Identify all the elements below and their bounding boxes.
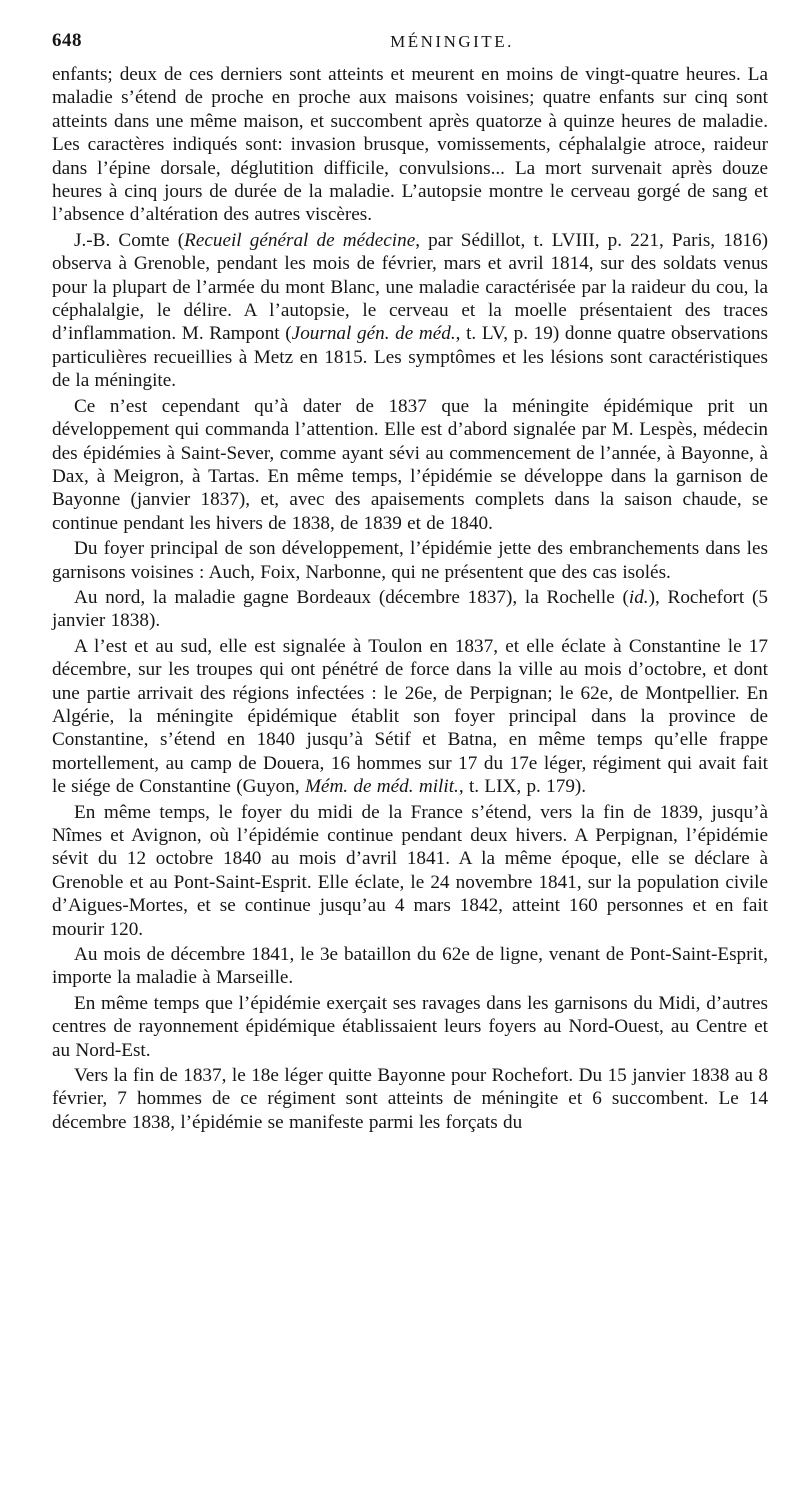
paragraph	[52, 63, 768, 227]
text-run: En même temps, le foyer du midi de la France s’étend, vers la fin de 1839, jusqu’à Nîmes et Avignon, où l’épidémie continue pendant deux hivers. A Perpignan, l’épidémie sévit du 12 octobre 1840 au mois d’avril 1841. A la même époque, elle se déclare à Grenoble et au Pont-Saint-Esprit. Elle éclate, le 24 novembre 1841, sur la population civile d’Aigues-Mortes, et se continue jusqu’au 4 mars 1842, atteint 160 personnes et en fait mourir 120.	[52, 801, 768, 940]
paragraph	[52, 801, 768, 941]
italic-citation: Mém. de méd. milit.	[304, 776, 459, 798]
text-run: Au nord, la maladie gagne Bordeaux (décembre 1837), la Rochelle (	[74, 586, 629, 608]
text-run: Vers la fin de 1837, le 18e léger quitte Bayonne pour Rochefort. Du 15 janvier 1838 au 8 février, 7 hommes de ce régiment sont atteints de méningite et 6 succombent. Le 14 décembre 1838, l’épidémie se manifeste parmi les forçats du	[52, 1065, 768, 1133]
body-text	[52, 63, 768, 1134]
paragraph	[52, 537, 768, 584]
text-run: , t. LIX, p. 179).	[458, 776, 587, 798]
text-run: , t. LV, p. 19) donne quatre observations particulières recueillies à Metz en 1815. Les symptômes et les lésions sont caractéristiques de la méningite.	[52, 323, 768, 392]
paragraph	[52, 395, 768, 535]
italic-citation: Recueil général de médecine	[184, 229, 416, 251]
text-run: enfants; deux de ces derniers sont atteints et meurent en moins de vingt-quatre heures. La maladie s’étend de proche en proche aux maisons voisines; quatre enfants sur cinq sont atteints dans une même maison, et succombent après quatorze à quinze heures de maladie. Les caractères indiqués sont: invasion brusque, vomissements, céphalalgie atroce, raideur dans l’épine dorsale, déglutition difficile, convulsions... La mort survenait après douze heures à cinq jours de durée de la maladie. L’autopsie montre le cerveau gorgé de sang et l’absence d’altération des autres viscères.	[52, 64, 768, 226]
text-run: , par Sédillot, t. LVIII, p. 221, Paris, 1816) observa à Grenoble, pendant les mois de février, mars et avril 1814, sur des soldats venus pour la plupart de l’armée du mont Blanc, une maladie caractérisée par la raideur du cou, la céphalalgie, le délire. A l’autopsie, le cerveau et la moelle présentaient des traces d’inflammation. M. Rampont (	[52, 229, 768, 345]
running-title: MÉNINGITE.	[390, 32, 514, 51]
paragraph	[52, 1064, 768, 1134]
text-run: ), Rochefort (5 janvier 1838).	[52, 586, 768, 632]
paragraph	[52, 635, 768, 799]
paragraph	[52, 992, 768, 1062]
paragraph	[52, 943, 768, 990]
text-run: En même temps que l’épidémie exerçait ses ravages dans les garnisons du Midi, d’autres centres de rayonnement épidémique établissaient leurs foyers au Nord-Ouest, au Centre et au Nord-Est.	[52, 992, 768, 1061]
text-run: Du foyer principal de son développement, l’épidémie jette des embranchements dans les garnisons voisines : Auch, Foix, Narbonne, qui ne présentent que des cas isolés.	[52, 538, 768, 583]
paragraph	[52, 586, 768, 633]
italic-citation: Journal gén. de méd.	[291, 323, 456, 345]
text-run: Au mois de décembre 1841, le 3e bataillon du 62e de ligne, venant de Pont-Saint-Esprit, importe la maladie à Marseille.	[52, 944, 768, 989]
page-number: 648	[52, 30, 82, 51]
text-run: J.-B. Comte (	[74, 229, 185, 251]
paragraph	[52, 229, 768, 393]
text-run: Ce n’est cependant qu’à dater de 1837 que la méningite épidémique prit un développement qui commanda l’attention. Elle est d’abord signalée par M. Lespès, médecin des épidémies à Saint-Sever, comme ayant sévi au commencement de l’année, à Bayonne, à Dax, à Meigron, à Tartas. En même temps, l’épidémie se développe dans la garnison de Bayonne (janvier 1837), et, avec des apaisements complets dans la saison chaude, se continue pendant les hivers de 1838, de 1839 et de 1840.	[52, 395, 768, 534]
text-run: A l’est et au sud, elle est signalée à Toulon en 1837, et elle éclate à Constantine le 17 décembre, sur les troupes qui ont pénétré de force dans la ville au mois d’octobre, et dont une partie arrivait des régions infectées : le 26e, de Perpignan; le 62e, de Montpellier. En Algérie, la méningite épidémique établit son foyer principal dans la province de Constantine, s’étend en 1840 jusqu’à Sétif et Batna, en même temps qu’elle frappe mortellement, au camp de Douera, 16 hommes sur 17 du 17e léger, régiment qui avait fait le siége de Constantine (Guyon,	[52, 635, 768, 798]
running-head	[52, 30, 772, 56]
italic-citation: id.	[628, 586, 649, 608]
